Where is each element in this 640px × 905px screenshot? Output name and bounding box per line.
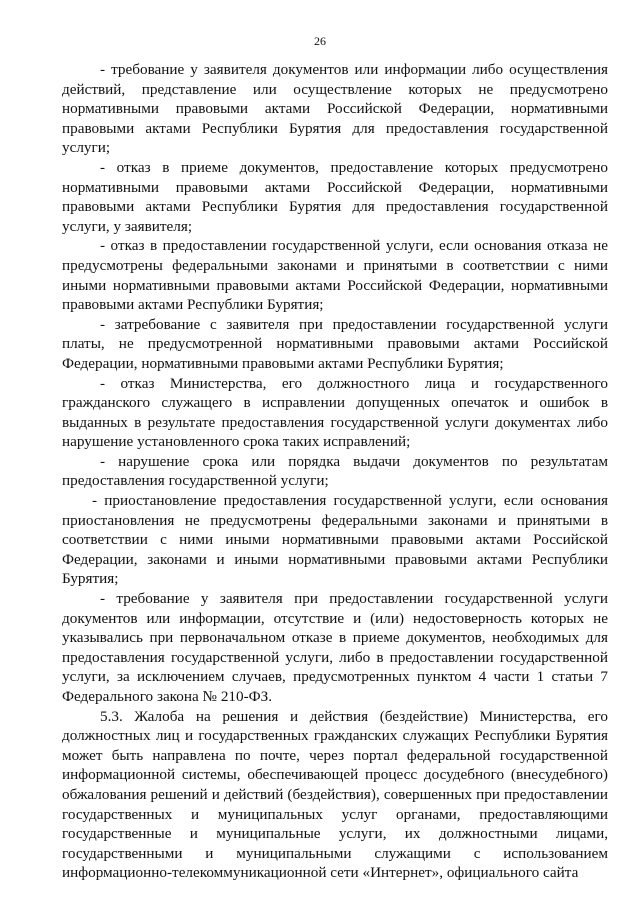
- list-item-paragraph: - отказ в приеме документов, предоставление которых предусмотрено нормативными правовыми актами Российской Федерации, нормативными правовыми актами Республики Бурятия для предоставления государственной услуги, у заявителя;: [62, 158, 608, 235]
- list-item-paragraph: - затребование с заявителя при предоставлении государственной услуги платы, не предусмотренной нормативными правовыми актами Российской Федерации, нормативными правовыми актами Республики Бурятия;: [62, 315, 608, 372]
- list-item-paragraph: - отказ в предоставлении государственной услуги, если основания отказа не предусмотрены федеральными законами и принятыми в соответствии с ними иными нормативными правовыми актами Российской Федерации, нормативными правовыми актами Республики Бурятия;: [62, 237, 608, 314]
- list-item-paragraph: - отказ Министерства, его должностного лица и государственного гражданского служащего в исправлении допущенных опечаток и ошибок в выданных в результате предоставления государственной услуги документах либо нарушение установленного срока таких исправлений;: [62, 374, 608, 451]
- list-item-paragraph: - требование у заявителя при предоставлении государственной услуги документов или информации, отсутствие и (или) недостоверность которых не указывались при первоначальном отказе в приеме документов, необходимых для предоставления государственной услуги, либо в предоставлении государственной услуги, за исключением случаев, предусмотренных пунктом 4 части 1 статьи 7 Федерального закона № 210-ФЗ.: [62, 590, 608, 705]
- list-item-paragraph: - нарушение срока или порядка выдачи документов по результатам предоставления государственной услуги;: [62, 452, 608, 490]
- section-paragraph: 5.3. Жалоба на решения и действия (бездействие) Министерства, его должностных лиц и государственных гражданских служащих Республики Бурятия может быть направлена по почте, через портал федеральной государственной информационной системы, обеспечивающей процесс досудебного (внесудебного) обжалования решений и действий (бездействия), совершенных при предоставлении государственных и муниципальных услуг органами, предоставляющими государственные и муниципальные услуги, их должностными лицами, государственными и муниципальными служащими с использованием информационно-телекоммуникационной сети «Интернет», официального сайта: [62, 707, 608, 882]
- list-item-paragraph: - требование у заявителя документов или информации либо осуществления действий, представление или осуществление которых не предусмотрено нормативными правовыми актами Российской Федерации, нормативными правовыми актами Республики Бурятия для предоставления государственной услуги;: [62, 61, 608, 157]
- page-number: 26: [314, 34, 326, 48]
- list-item-paragraph: - приостановление предоставления государственной услуги, если основания приостановления не предусмотрены федеральными законами и принятыми в соответствии с ними иными нормативными правовыми актами Российской Федерации, законами и иными нормативными правовыми актами Республики Бурятия;: [62, 492, 608, 588]
- document-body: [62, 60, 608, 883]
